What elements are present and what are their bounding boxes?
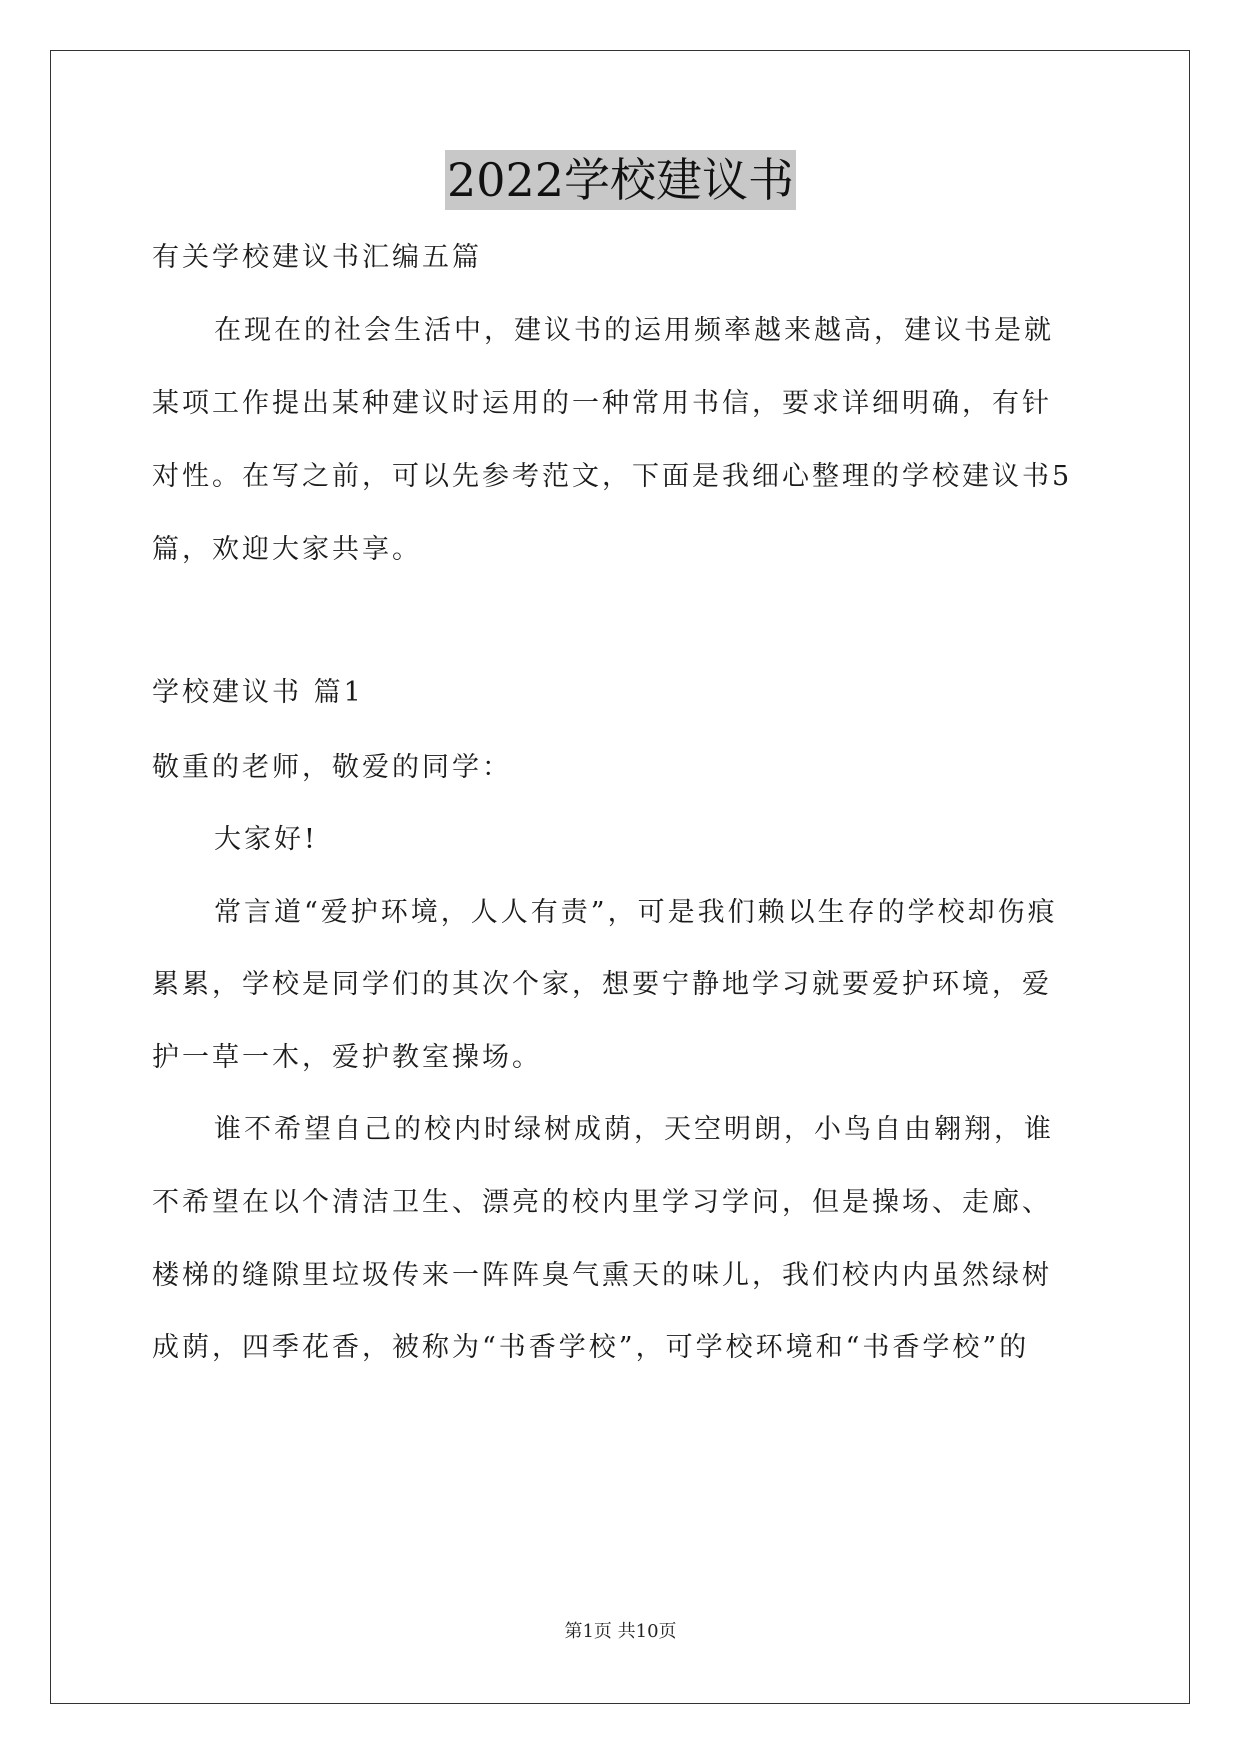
paragraph-line: 常言道“爱护环境，人人有责”，可是我们赖以生存的学校却伤痕 xyxy=(214,897,1058,928)
title-container xyxy=(0,150,1241,210)
greeting-line: 大家好! xyxy=(214,824,318,855)
page-border xyxy=(50,50,1190,1704)
section-heading: 学校建议书 篇1 xyxy=(152,677,364,708)
paragraph-line: 护一草一木，爱护教室操场。 xyxy=(152,1042,542,1073)
subtitle-line: 有关学校建议书汇编五篇 xyxy=(152,242,482,273)
paragraph-line: 楼梯的缝隙里垃圾传来一阵阵臭气熏天的味儿，我们校内内虽然绿树 xyxy=(152,1260,1052,1291)
paragraph-line: 累累，学校是同学们的其次个家，想要宁静地学习就要爱护环境，爱 xyxy=(152,969,1052,1000)
paragraph-line: 不希望在以个清洁卫生、漂亮的校内里学习学问，但是操场、走廊、 xyxy=(152,1187,1052,1218)
paragraph-line: 篇，欢迎大家共享。 xyxy=(152,534,422,565)
paragraph-line: 谁不希望自己的校内时绿树成荫，天空明朗，小鸟自由翱翔，谁 xyxy=(214,1114,1054,1145)
document-title: 2022学校建议书 xyxy=(445,150,796,210)
salutation-line: 敬重的老师，敬爱的同学： xyxy=(152,752,512,783)
paragraph-line: 某项工作提出某种建议时运用的一种常用书信，要求详细明确，有针 xyxy=(152,388,1052,419)
paragraph-line: 成荫，四季花香，被称为“书香学校”，可学校环境和“书香学校”的 xyxy=(152,1332,1030,1363)
page-footer: 第1页 共10页 xyxy=(564,1621,677,1642)
paragraph-line: 对性。在写之前，可以先参考范文，下面是我细心整理的学校建议书5 xyxy=(152,461,1073,492)
paragraph-line: 在现在的社会生活中，建议书的运用频率越来越高，建议书是就 xyxy=(214,315,1054,346)
